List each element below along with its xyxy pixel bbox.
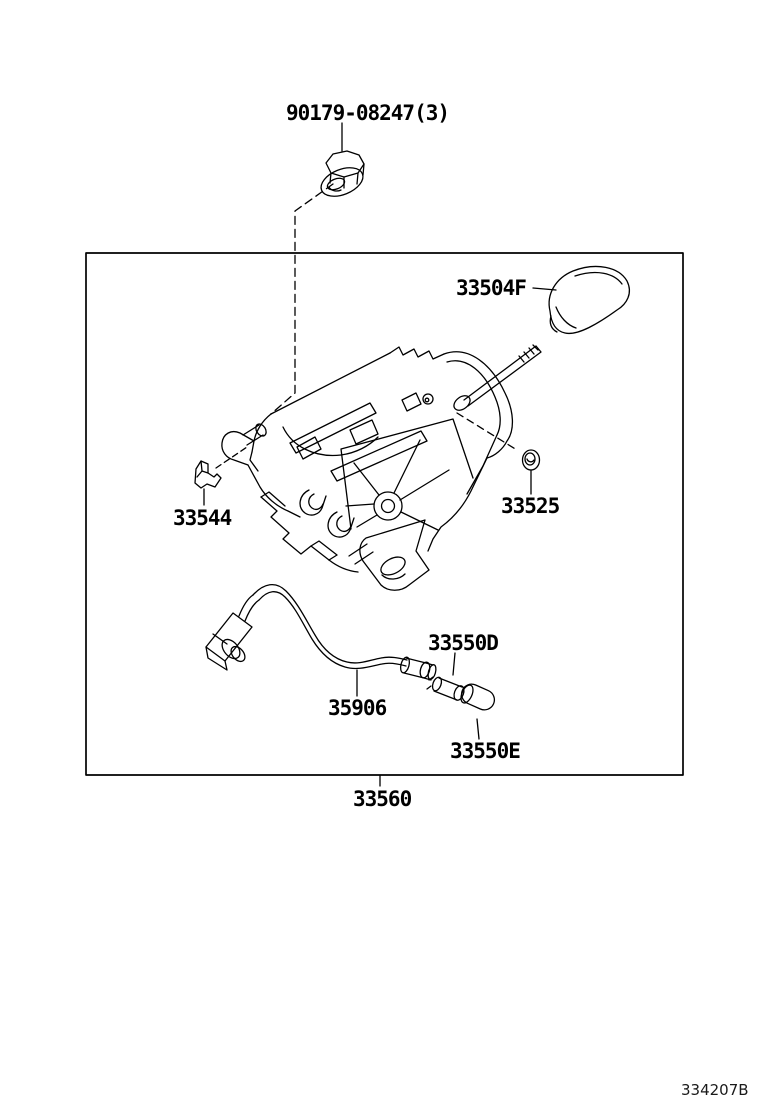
bulb-socket-leader-line <box>453 653 455 675</box>
part-label-lock-nut: 33525 <box>501 494 560 518</box>
bulb-icon <box>458 681 497 713</box>
fitting-nut-dashed-line <box>271 184 333 414</box>
fitting-nut-icon <box>317 151 367 202</box>
part-label-fitting-nut: 90179-08247(3) <box>286 101 450 125</box>
part-label-wire: 35906 <box>328 696 387 720</box>
drawing-code: 334207B <box>681 1081 749 1099</box>
part-label-clip: 33544 <box>173 506 232 530</box>
lock-nut-dashed-line <box>457 413 517 450</box>
wire-harness-drawing <box>206 585 437 681</box>
clip-icon <box>195 461 221 488</box>
part-label-assembly: 33560 <box>353 787 412 811</box>
shift-knob-drawing <box>549 266 629 333</box>
part-label-bulb: 33550E <box>450 739 520 763</box>
bulb-socket-icon <box>427 676 466 702</box>
lock-nut-icon <box>523 450 540 470</box>
bulb-leader-line <box>477 719 479 739</box>
clip-dashed-line <box>216 447 247 468</box>
lever-assembly-drawing <box>222 347 513 590</box>
part-label-bulb-socket: 33550D <box>428 631 498 655</box>
lever-rod-drawing <box>451 345 541 413</box>
part-label-shift-knob: 33504F <box>456 276 526 300</box>
